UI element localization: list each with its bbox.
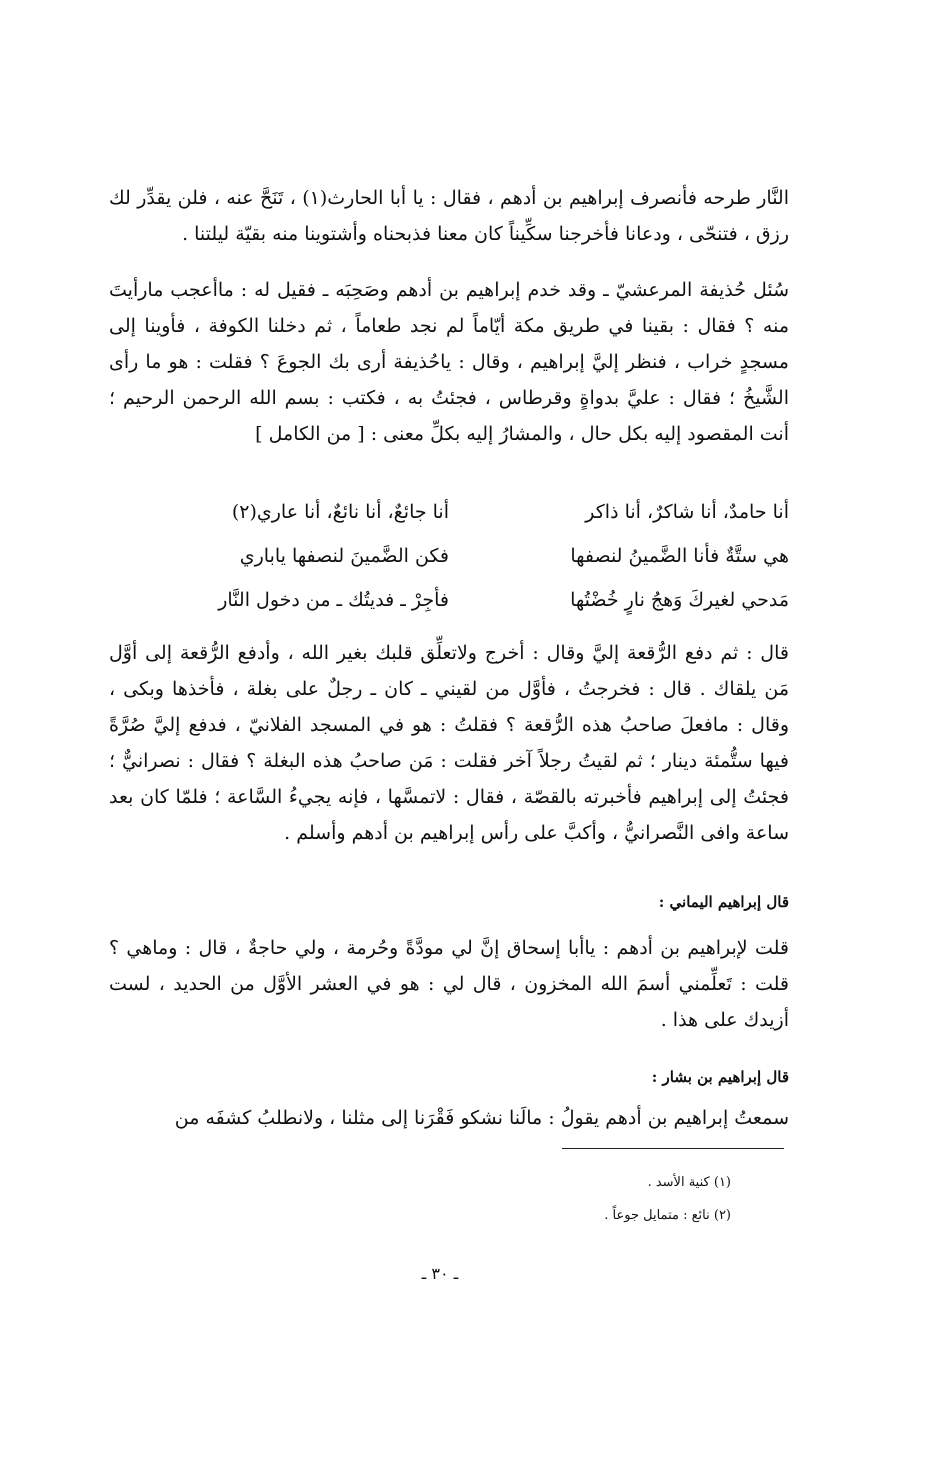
paragraph-1-text: النَّار طرحه فأنصرف إبراهيم بن أدهم ، فقال : يا أبا الحارث(١) ، تَنَحَّ عنه ، فلن يقدِّر لك رزق ، فتنحّى ، ودعانا فأخرجنا سكِّيناً كان معنا فذبحناه وأشتوينا منه بقيّة ليلتنا . <box>109 187 789 245</box>
verse-first-half: مَدحي لغيركَ وَهجُ نارٍ خُضْتُها <box>570 589 789 611</box>
verse-first-half: هي ستَّةٌ فأنا الضَّمينُ لنصفها <box>570 545 789 567</box>
paragraph-3 <box>109 635 789 851</box>
heading-text: قال إبراهيم بن بشار : <box>651 1068 789 1086</box>
paragraph-4 <box>109 930 789 1038</box>
section-heading-1 <box>109 893 789 911</box>
heading-text: قال إبراهيم اليماني : <box>658 893 789 911</box>
paragraph-4-text: قلت لإبراهيم بن أدهم : ياأبا إسحاق إنَّ لي مودَّةً وحُرمة ، ولي حاجةٌ ، قال : وماهي ؟ قلت : تَعلِّمني أسمَ الله المخزون ، قال لي : هو في العشر الأوَّل من الحديد ، لست أزيدك على هذا . <box>109 937 789 1031</box>
verse-line <box>149 578 789 622</box>
paragraph-2 <box>109 272 789 452</box>
footnote-1: (١) كنية الأسد . <box>647 1175 731 1190</box>
section-heading-2 <box>109 1068 789 1086</box>
paragraph-3-text: قال : ثم دفع الرُّقعة إليَّ وقال : أخرج ولاتعلِّق قلبك بغير الله ، وأدفع الرُّقعة إلى أوَّل مَن يلقاك . قال : فخرجتُ ، فأوَّل من لقيني ـ كان ـ رجلٌ على بغلة ، فأخذها وبكى ، وقال : مافعلَ صاحبُ هذه الرُّقعة ؟ فقلتُ : هو في المسجد الفلانيّ ، فدفع إليَّ صُرَّةً فيها ستُّمئة دينار ؛ ثم لقيتُ رجلاً آخر فقلت : مَن صاحبُ هذه البغلة ؟ فقال : نصرانيٌّ ؛ فجئتُ إلى إبراهيم فأخبرته بالقصّة ، فقال : لاتمسَّها ، فإنه يجيءُ السَّاعة ؛ فلمّا كان بعد ساعة وافى النَّصرانيُّ ، وأكبَّ على رأس إبراهيم بن أدهم وأسلم . <box>109 642 789 844</box>
footnote-separator <box>562 1148 784 1149</box>
verse-second-half: فكن الضَّمينَ لنصفها ياباري <box>239 545 449 567</box>
footnote-2: (٢) نائع : متمايل جوعاً . <box>604 1208 731 1223</box>
verse-second-half: أنا جائعٌ، أنا نائعٌ، أنا عاري(٢) <box>231 501 449 523</box>
paragraph-1 <box>109 180 789 252</box>
verse-line <box>149 534 789 578</box>
verse-first-half: أنا حامدٌ، أنا شاكرٌ، أنا ذاكر <box>585 501 789 523</box>
verse-second-half: فأجِرْ ـ فديتُك ـ من دخول النَّار <box>218 589 449 611</box>
verse-line <box>149 490 789 534</box>
page-number: ـ ٣٠ ـ <box>421 1264 459 1283</box>
paragraph-5-text: سمعتُ إبراهيم بن أدهم يقولُ : مالَنا نشكو فَقْرَنا إلى مثلنا ، ولانطلبُ كشفَه من <box>174 1107 789 1129</box>
poem <box>149 490 789 622</box>
paragraph-2-text: سُئل حُذيفة المرعشيّ ـ وقد خدم إبراهيم بن أدهم وصَحِبَه ـ فقيل له : ماأعجب مارأيتَ منه ؟ فقال : بقينا في طريق مكة أيّاماً لم نجد طعاماً ، ثم دخلنا الكوفة ، فأوينا إلى مسجدٍ خراب ، فنظر إليَّ إبراهيم ، وقال : ياحُذيفة أرى بك الجوعَ ؟ فقلت : هو ما رأى الشَّيخُ ؛ فقال : عليَّ بدواةٍ وقرطاس ، فجئتُ به ، فكتب : بسم الله الرحمن الرحيم ؛ أنت المقصود إليه بكل حال ، والمشارُ إليه بكلِّ معنى : [ من الكامل ] <box>109 279 789 445</box>
paragraph-5 <box>109 1100 789 1136</box>
